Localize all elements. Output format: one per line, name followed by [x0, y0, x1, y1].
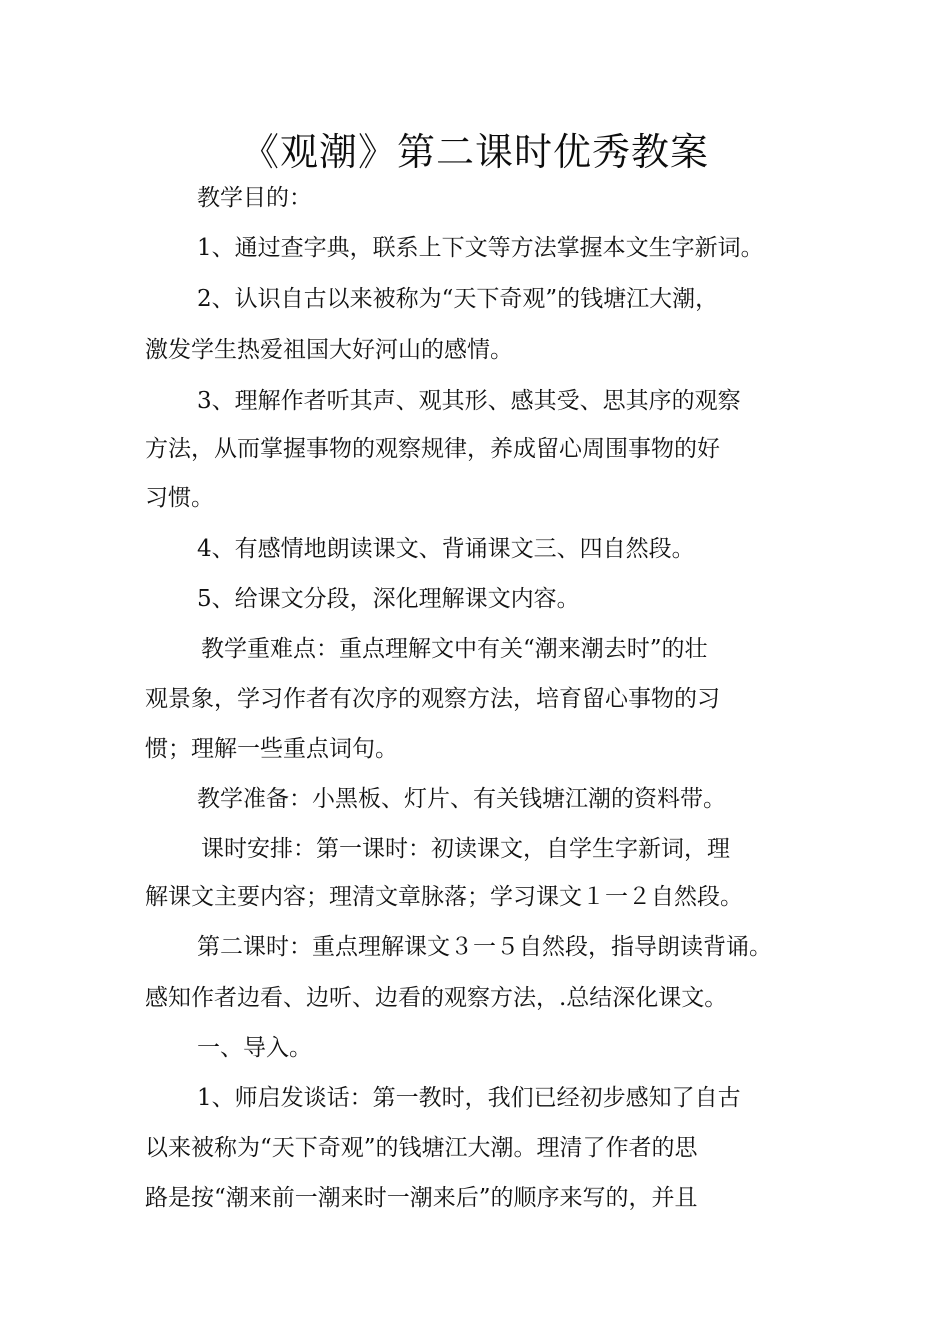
text-line: 解课文主要内容；理清文章脉落；学习课文１一２自然段。 — [145, 884, 743, 910]
text-line: 第二课时：重点理解课文３一５自然段，指导朗读背诵。 — [197, 934, 772, 960]
text-line: 1、通过查字典，联系上下文等方法掌握本文生字新词。 — [197, 235, 764, 261]
text-line: 2、认识自古以来被称为“天下奇观”的钱塘江大潮， — [197, 286, 719, 312]
text-line: 教学重难点：重点理解文中有关“潮来潮去时”的壮 — [201, 636, 708, 662]
text-line: 课时安排：第一课时：初读课文，自学生字新词，理 — [201, 836, 730, 862]
text-line: 感知作者边看、边听、边看的观察方法，.总结深化课文。 — [145, 985, 728, 1011]
text-line: 5、给课文分段，深化理解课文内容。 — [197, 586, 580, 612]
text-line: 教学目的： — [197, 185, 312, 211]
text-line: 1、师启发谈话：第一教时，我们已经初步感知了自古 — [197, 1085, 741, 1111]
text-line: 方法，从而掌握事物的观察规律，养成留心周围事物的好 — [145, 436, 720, 462]
text-line: 激发学生热爱祖国大好河山的感情。 — [145, 337, 513, 363]
text-line: 3、理解作者听其声、观其形、感其受、思其序的观察 — [197, 388, 741, 414]
text-line: 一、导入。 — [197, 1035, 312, 1061]
text-line: 习惯。 — [145, 485, 214, 511]
text-line: 惯；理解一些重点词句。 — [145, 736, 398, 762]
text-line: 4、有感情地朗读课文、背诵课文三、四自然段。 — [197, 536, 695, 562]
text-line: 路是按“潮来前一潮来时一潮来后”的顺序来写的，并且 — [145, 1185, 698, 1211]
document-title: 《观潮》第二课时优秀教案 — [240, 130, 709, 174]
text-line: 观景象，学习作者有次序的观察方法，培育留心事物的习 — [145, 686, 720, 712]
text-line: 以来被称为“天下奇观”的钱塘江大潮。理清了作者的思 — [145, 1135, 698, 1161]
text-line: 教学准备：小黑板、灯片、有关钱塘江潮的资料带。 — [197, 786, 726, 812]
